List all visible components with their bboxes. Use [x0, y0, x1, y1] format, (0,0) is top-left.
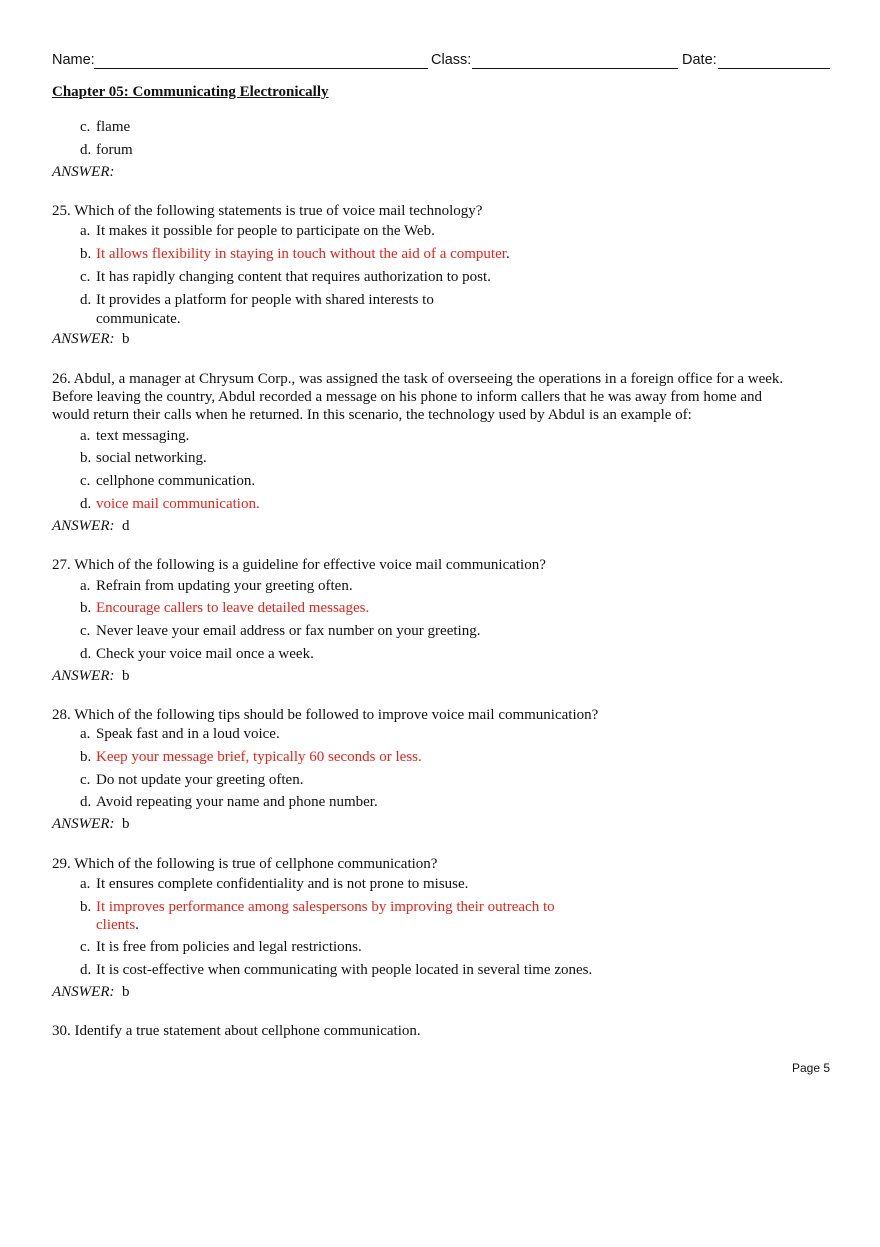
option-b: b. Keep your message brief, typically 60 seconds or less. — [80, 749, 422, 765]
option-c: c. It is free from policies and legal restrictions. — [80, 939, 362, 955]
answer-line: ANSWER: b — [52, 816, 130, 832]
question-stem: 27. Which of the following is a guideline for effective voice mail communication? — [52, 557, 546, 573]
option-b: b. It improves performance among salespersons by improving their outreach to — [80, 899, 555, 915]
correct-answer-text: Encourage callers to leave detailed messages. — [96, 600, 370, 616]
question-stem-line: Before leaving the country, Abdul recorded a message on his phone to inform callers that he was away from home and — [52, 389, 763, 405]
header — [52, 52, 830, 72]
question-stem: 30. Identify a true statement about cellphone communication. — [52, 1023, 421, 1039]
question-stem: 28. Which of the following tips should be followed to improve voice mail communication? — [52, 707, 599, 723]
option-d-continuation: communicate. — [96, 311, 181, 327]
option-a: a. It ensures complete confidentiality and is not prone to misuse. — [80, 876, 469, 892]
option-b: b. It allows flexibility in staying in touch without the aid of a computer. — [80, 246, 510, 262]
option-a: a. Refrain from updating your greeting often. — [80, 578, 353, 594]
option-b-continuation: clients. — [96, 917, 139, 933]
option-d: d. It is cost-effective when communicating with people located in several time zones. — [80, 962, 593, 978]
option-a: a. Speak fast and in a loud voice. — [80, 726, 280, 742]
option-c: c. cellphone communication. — [80, 473, 256, 489]
option-d: d. forum — [80, 142, 133, 158]
name-label: Name: — [52, 52, 95, 68]
question-stem-line: 26. Abdul, a manager at Chrysum Corp., was assigned the task of overseeing the operations in a foreign office for a week. — [52, 371, 784, 387]
date-label: Date: — [682, 52, 717, 68]
correct-answer-text: clients — [96, 917, 136, 933]
answer-line: ANSWER: d — [52, 518, 130, 534]
question-stem-line: would return their calls when he returned. In this scenario, the technology used by Abdul is an example of: — [52, 407, 692, 423]
answer-line: ANSWER: b — [52, 984, 130, 1000]
option-b: b. Encourage callers to leave detailed messages. — [80, 600, 370, 616]
chapter-title: Chapter 05: Communicating Electronically — [52, 84, 329, 100]
option-c: c. Never leave your email address or fax number on your greeting. — [80, 623, 481, 639]
option-d: d. Avoid repeating your name and phone number. — [80, 794, 378, 810]
correct-answer-text: Keep your message brief, typically 60 seconds or less. — [96, 749, 422, 765]
option-d: d. voice mail communication. — [80, 496, 260, 512]
option-d: d. Check your voice mail once a week. — [80, 646, 314, 662]
answer-line: ANSWER: — [52, 164, 115, 180]
option-a: a. It makes it possible for people to participate on the Web. — [80, 223, 435, 239]
class-field-line[interactable] — [472, 68, 678, 69]
option-c: c. It has rapidly changing content that requires authorization to post. — [80, 269, 491, 285]
page-number: Page 5 — [792, 1061, 831, 1075]
option-b: b. social networking. — [80, 450, 207, 466]
class-label: Class: — [431, 52, 472, 68]
answer-line: ANSWER: b — [52, 331, 130, 347]
question-stem: 25. Which of the following statements is true of voice mail technology? — [52, 203, 483, 219]
correct-answer-text: voice mail communication. — [96, 496, 260, 512]
option-d: d. It provides a platform for people with shared interests to — [80, 292, 434, 308]
correct-answer-text: It improves performance among salespersons by improving their outreach to — [96, 899, 555, 915]
name-field-line[interactable] — [94, 68, 428, 69]
correct-answer-text: It allows flexibility in staying in touch without the aid of a computer — [96, 246, 506, 262]
option-a: a. text messaging. — [80, 428, 190, 444]
option-c: c. Do not update your greeting often. — [80, 772, 304, 788]
option-c: c. flame — [80, 119, 131, 135]
question-stem: 29. Which of the following is true of cellphone communication? — [52, 856, 438, 872]
answer-line: ANSWER: b — [52, 668, 130, 684]
date-field-line[interactable] — [718, 68, 830, 69]
